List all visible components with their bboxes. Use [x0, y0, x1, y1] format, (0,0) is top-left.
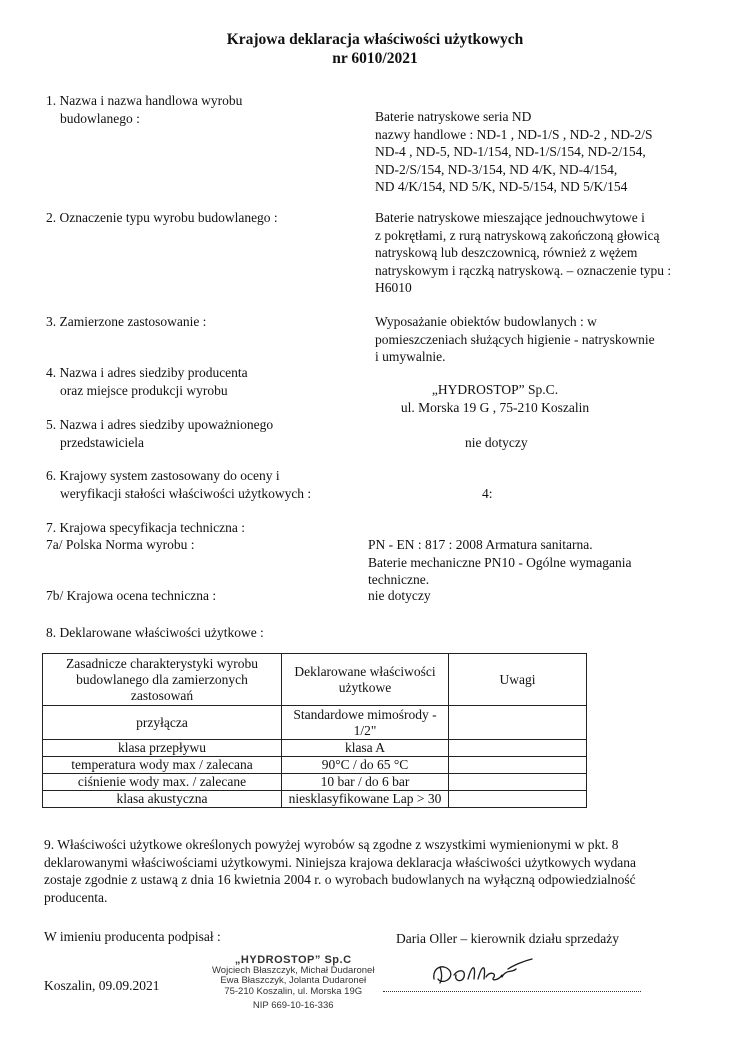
table-cell: klasa A — [282, 740, 449, 757]
stamp-line: NIP 669-10-16-336 — [252, 1000, 334, 1011]
section-2-value-line: H6010 — [375, 280, 412, 295]
signature-line — [383, 990, 641, 992]
table-cell: Standardowe mimośrody - 1/2" — [282, 706, 449, 740]
table-cell: przyłącza — [43, 706, 282, 740]
section-5-label-line: 5. Nazwa i adres siedziby upoważnionego — [46, 417, 274, 432]
table-cell: klasa przepływu — [43, 740, 282, 757]
section-5-label-line: przedstawiciela — [60, 434, 144, 450]
section-3-value — [375, 313, 655, 366]
section-5-value: nie dotyczy — [465, 435, 528, 450]
table-cell — [449, 706, 587, 740]
section-1-value — [375, 108, 652, 196]
table-cell: niesklasyfikowane Lap > 30 — [282, 791, 449, 808]
section-3-value-line: pomieszczeniach służących higienie - natryskownie — [375, 331, 655, 347]
section-1-value-line: ND 4/K/154, ND 5/K, ND-5/154, ND 5/K/154 — [375, 179, 628, 194]
section-1-value-line: nazwy handlowe : ND-1 , ND-1/S , ND-2 , ND-2/S — [375, 126, 653, 142]
section-9-line: 9. Właściwości użytkowe określonych powyżej wyrobów są zgodne z wszystkimi wymienionymi w pkt. 8 — [44, 837, 619, 852]
section-6-label-line: weryfikacji stałości właściwości użytkowych : — [60, 485, 312, 501]
table-row — [43, 774, 587, 791]
table-cell — [449, 774, 587, 791]
producer-name: „HYDROSTOP” Sp.C. — [431, 382, 559, 397]
section-2-value-line: natryskowym i rączką natryskową. – oznaczenie typu : — [375, 262, 672, 278]
section-7a-value-line: techniczne. — [368, 572, 430, 587]
section-7a-value-line: PN - EN : 817 : 2008 Armatura sanitarna. — [368, 537, 593, 552]
section-3-value-line: i umywalnie. — [375, 349, 446, 364]
section-1-label-line: budowlanego : — [60, 110, 140, 126]
properties-table — [42, 653, 587, 808]
table-header-cell: Deklarowane właściwości użytkowe — [282, 654, 449, 706]
table-row — [43, 791, 587, 808]
table-cell: klasa akustyczna — [43, 791, 282, 808]
stamp-line: „HYDROSTOP” Sp.C — [234, 954, 352, 966]
stamp-line: 75-210 Koszalin, ul. Morska 19G — [224, 985, 363, 997]
stamp-line: Ewa Błaszczyk, Jolanta Dudaroneł — [220, 975, 367, 986]
section-9-line: deklarowanymi właściwościami użytkowymi. Niniejsza krajowa deklaracja właściwości użytkowych wydana — [44, 854, 636, 870]
company-stamp — [212, 955, 374, 1012]
section-6-label-line: 6. Krajowy system zastosowany do oceny i — [46, 468, 280, 483]
section-8-label: 8. Deklarowane właściwości użytkowe : — [46, 625, 264, 640]
section-1-label — [46, 92, 242, 127]
section-9-line: producenta. — [44, 889, 108, 905]
section-9-line: zostaje zgodnie z ustawą z dnia 16 kwietnia 2004 r. o wyrobach budowlanych na wyłączną odpowiedzialność — [44, 872, 636, 887]
section-6-value: 4: — [482, 486, 493, 501]
declaration-title: Krajowa deklaracja właściwości użytkowych — [226, 31, 524, 48]
signed-label: W imieniu producenta podpisał : — [44, 929, 221, 944]
table-cell: temperatura wody max / zalecana — [43, 757, 282, 774]
producer-address: ul. Morska 19 G , 75-210 Koszalin — [400, 399, 590, 415]
section-5-label — [46, 416, 273, 451]
section-4-label-line: oraz miejsce produkcji wyrobu — [60, 382, 228, 398]
section-7b-label: 7b/ Krajowa ocena techniczna : — [46, 588, 217, 603]
signer-name: Daria Oller – kierownik działu sprzedaży — [396, 931, 620, 946]
section-7a-value — [368, 536, 632, 589]
section-7a-value-line: Baterie mechaniczne PN10 - Ogólne wymagania — [368, 554, 632, 570]
section-3-value-line: Wyposażanie obiektów budowlanych : w — [375, 314, 597, 329]
section-1-label-line: 1. Nazwa i nazwa handlowa wyrobu — [46, 93, 243, 108]
signature — [428, 955, 538, 989]
section-1-value-line: Baterie natryskowe seria ND — [375, 109, 532, 124]
table-header-row — [43, 654, 587, 706]
section-2-value-line: z pokrętłami, z rurą natryskową zakończoną głowicą — [375, 227, 660, 243]
section-2-value — [375, 209, 671, 297]
table-row — [43, 740, 587, 757]
stamp-line: Wojciech Błaszczyk, Michał Dudaroneł — [212, 964, 375, 976]
section-7a-label: 7a/ Polska Norma wyrobu : — [46, 537, 195, 552]
table-cell — [449, 757, 587, 774]
section-4-label-line: 4. Nazwa i adres siedziby producenta — [46, 365, 248, 380]
section-6-label — [46, 467, 311, 502]
table-cell: 10 bar / do 6 bar — [282, 774, 449, 791]
table-header-cell: Zasadnicze charakterystyki wyrobu budowlanego dla zamierzonych zastosowań — [43, 654, 282, 706]
section-3-label: 3. Zamierzone zastosowanie : — [46, 314, 207, 329]
section-1-value-line: ND-2/S/154, ND-3/154, ND 4/K, ND-4/154, — [375, 161, 618, 177]
section-9-text — [44, 836, 636, 906]
section-2-label: 2. Oznaczenie typu wyrobu budowlanego : — [46, 210, 278, 225]
table-cell: 90°C / do 65 °C — [282, 757, 449, 774]
section-7b-value: nie dotyczy — [368, 588, 431, 603]
section-2-value-line: natryskową lub deszczownicą, również z wężem — [375, 245, 638, 260]
table-cell — [449, 791, 587, 808]
section-1-value-line: ND-4 , ND-5, ND-1/154, ND-1/S/154, ND-2/154, — [375, 144, 646, 159]
table-row — [43, 706, 587, 740]
table-header-cell: Uwagi — [449, 654, 587, 706]
section-2-value-line: Baterie natryskowe mieszające jednouchwytowe i — [375, 210, 645, 225]
declaration-number: nr 6010/2021 — [332, 50, 418, 67]
place-date: Koszalin, 09.09.2021 — [44, 978, 160, 993]
table-cell — [449, 740, 587, 757]
table-cell: ciśnienie wody max. / zalecane — [43, 774, 282, 791]
section-4-value — [0, 381, 750, 416]
section-7-label: 7. Krajowa specyfikacja techniczna : — [46, 520, 246, 535]
table-row — [43, 757, 587, 774]
